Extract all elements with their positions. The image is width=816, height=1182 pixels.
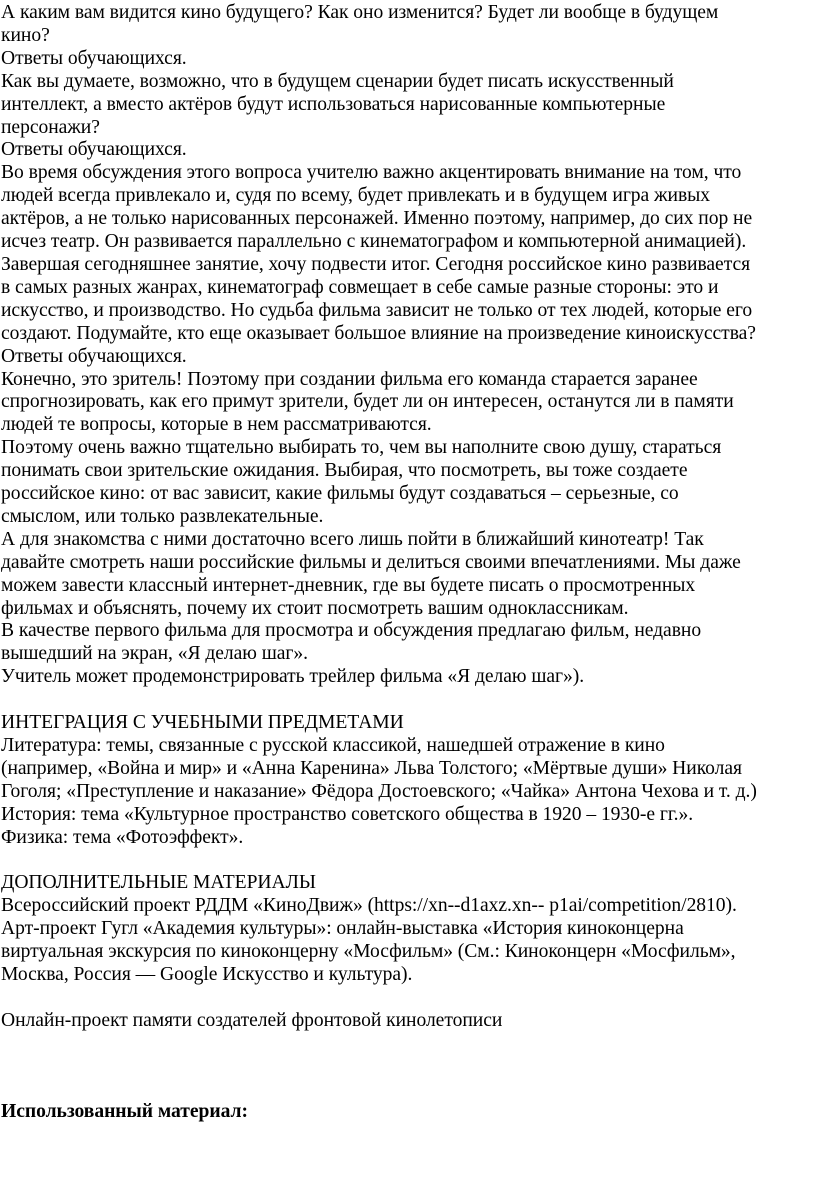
paragraph-p2 — [1, 254, 816, 346]
text-line: вышедший на экран, «Я делаю шаг». — [1, 643, 308, 665]
paragraph-p13 — [1, 1010, 816, 1033]
text-line: людей всегда привлекало и, судя по всему, будет привлекать и в будущем игра живых — [1, 185, 711, 207]
section-heading-h1 — [1, 712, 816, 735]
text-line: Во время обсуждения этого вопроса учителю важно акцентировать внимание на том, что — [1, 162, 742, 184]
text-line: История: тема «Культурное пространство советского общества в 1920 – 1930-е гг.». — [1, 803, 694, 825]
blank-line — [1, 1056, 816, 1079]
text-line: В качестве первого фильма для просмотра и обсуждения предлагаю фильм, недавно — [1, 620, 702, 642]
text-line: Физика: тема «Фотоэффект». — [1, 826, 244, 848]
blank-line — [1, 689, 816, 712]
blank-line — [1, 987, 816, 1010]
text-line: Арт-проект Гугл «Академия культуры»: онлайн-выставка «История киноконцерна — [1, 918, 684, 940]
text-line: ДОПОЛНИТЕЛЬНЫЕ МАТЕРИАЛЫ — [1, 872, 316, 894]
blank-line — [1, 1079, 816, 1102]
text-line: людей те вопросы, которые в нем рассматриваются. — [1, 414, 432, 436]
text-line: Всероссийский проект РДДМ «КиноДвиж» (https://xn--d1axz.xn-- p1ai/competition/2810). — [1, 895, 737, 917]
text-line: искусство, и производство. Но судьба фильма зависит не только от тех людей, которые его — [1, 299, 753, 321]
text-line: понимать свои зрительские ожидания. Выбирая, что посмотреть, вы тоже создаете — [1, 460, 688, 482]
text-line: Учитель может продемонстрировать трейлер фильма «Я делаю шаг»). — [1, 666, 585, 688]
paragraph-p11 — [1, 895, 816, 918]
text-line: спрогнозировать, как его примут зрители, будет ли он интересен, останутся ли в памяти — [1, 391, 734, 413]
text-line: А каким вам видится кино будущего? Как оно изменится? Будет ли вообще в будущем — [1, 2, 719, 23]
paragraph-p10 — [1, 827, 816, 850]
blank-line — [1, 1033, 816, 1056]
paragraph-p4 — [1, 437, 816, 529]
answer-placeholder-a1 — [1, 48, 816, 71]
text-line: виртуальная экскурсия по киноконцерну «Мосфильм» (См.: Киноконцерн «Мосфильм», — [1, 941, 736, 963]
text-line: Как вы думаете, возможно, что в будущем сценарии будет писать искусственный — [1, 70, 674, 92]
text-line: ИНТЕГРАЦИЯ С УЧЕБНЫМИ ПРЕДМЕТАМИ — [1, 712, 404, 734]
text-line: Ответы обучающихся. — [1, 345, 187, 367]
text-line: Ответы обучающихся. — [1, 47, 187, 69]
text-line: давайте смотреть наши российские фильмы и делиться своими впечатлениями. Мы даже — [1, 551, 741, 573]
text-line: персонажи? — [1, 116, 100, 138]
text-line: смыслом, или только развлекательные. — [1, 505, 324, 527]
paragraph-p3 — [1, 369, 816, 438]
paragraph-p8 — [1, 735, 816, 804]
text-line: Конечно, это зритель! Поэтому при создании фильма его команда старается заранее — [1, 368, 698, 390]
paragraph-p7 — [1, 666, 816, 689]
text-line: Завершая сегодняшнее занятие, хочу подвести итог. Сегодня российское кино развивается — [1, 253, 751, 275]
section-heading-h3 — [1, 1101, 816, 1124]
text-line: можем завести классный интернет-дневник, где вы будете писать о просмотренных — [1, 574, 696, 596]
section-heading-h2 — [1, 872, 816, 895]
question-paragraph-q2 — [1, 71, 816, 140]
text-line: (например, «Война и мир» и «Анна Каренина» Льва Толстого; «Мёртвые души» Николая — [1, 757, 743, 779]
text-line: интеллект, а вместо актёров будут использоваться нарисованные компьютерные — [1, 93, 666, 115]
text-line: актёров, а не только нарисованных персонажей. Именно поэтому, например, до сих пор не — [1, 208, 753, 230]
paragraph-p1 — [1, 162, 816, 254]
text-line: Гоголя; «Преступление и наказание» Фёдора Достоевского; «Чайка» Антона Чехова и т. д.) — [1, 780, 757, 802]
question-paragraph-q1 — [1, 2, 816, 48]
blank-line — [1, 850, 816, 873]
text-line: Использованный материал: — [1, 1101, 248, 1123]
text-line: Ответы обучающихся. — [1, 139, 187, 161]
text-line: российское кино: от вас зависит, какие фильмы будут создаваться – серьезные, со — [1, 483, 679, 505]
text-line: А для знакомства с ними достаточно всего лишь пойти в ближайший кинотеатр! Так — [1, 528, 704, 550]
text-line: исчез театр. Он развивается параллельно с кинематографом и компьютерной анимацией). — [1, 231, 747, 253]
text-line: Онлайн-проект памяти создателей фронтовой кинолетописи — [1, 1009, 503, 1031]
text-line: создают. Подумайте, кто еще оказывает большое влияние на произведение киноискусства? — [1, 322, 756, 344]
text-line: в самых разных жанрах, кинематограф совмещает в себе самые разные стороны: это и — [1, 276, 719, 298]
text-line: Москва, Россия — Google Искусство и культура). — [1, 964, 413, 986]
paragraph-p9 — [1, 804, 816, 827]
text-line: Литература: темы, связанные с русской классикой, нашедшей отражение в кино — [1, 734, 665, 756]
answer-placeholder-a2 — [1, 139, 816, 162]
paragraph-p5 — [1, 529, 816, 621]
text-line: Поэтому очень важно тщательно выбирать то, чем вы наполните свою душу, стараться — [1, 437, 722, 459]
text-line: кино? — [1, 24, 50, 46]
paragraph-p12 — [1, 918, 816, 987]
answer-placeholder-a3 — [1, 346, 816, 369]
text-line: фильмах и объяснять, почему их стоит посмотреть вашим одноклассникам. — [1, 597, 629, 619]
paragraph-p6 — [1, 620, 816, 666]
